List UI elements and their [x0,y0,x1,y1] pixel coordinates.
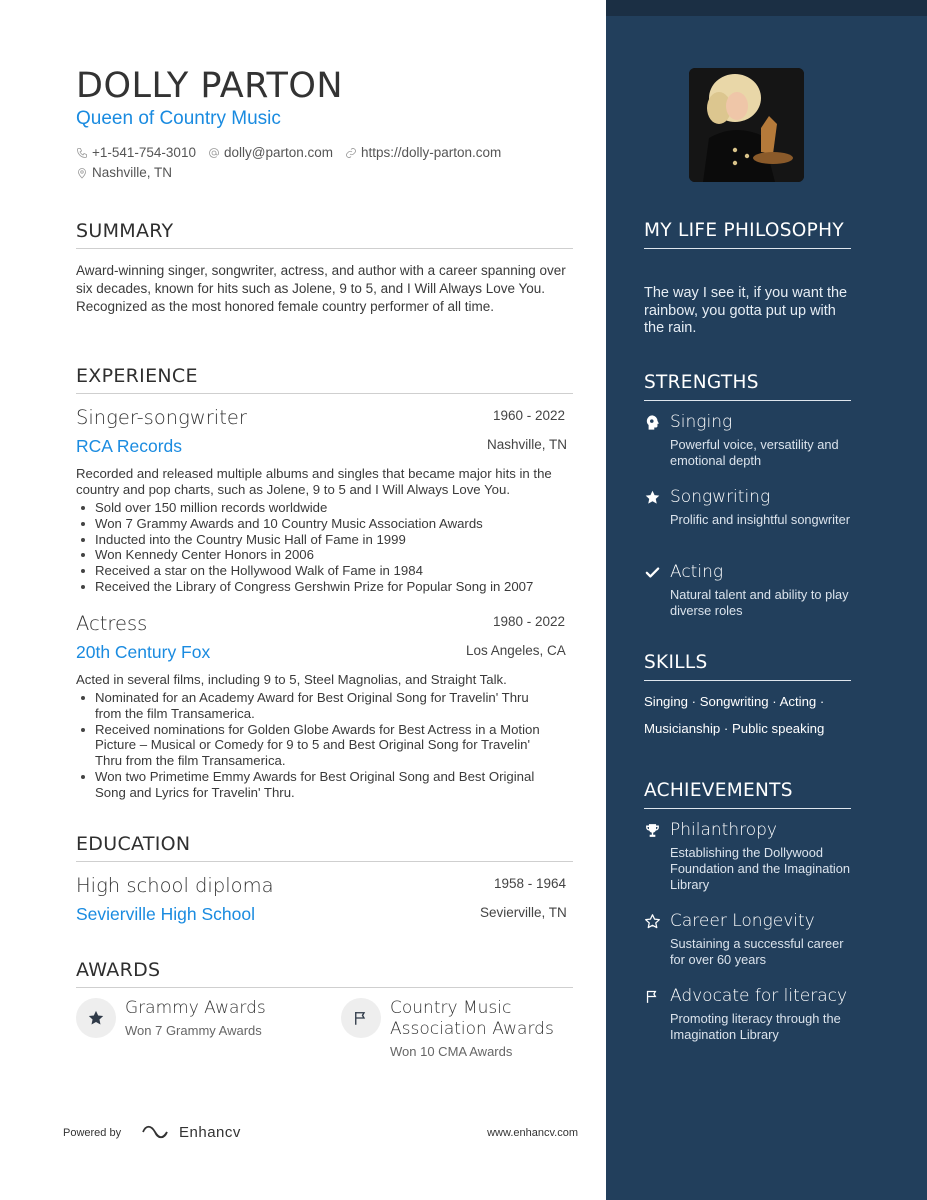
location-text: Nashville, TN [92,165,173,180]
achievement-desc: Establishing the Dollywood Foundation and the Imagination Library [670,845,851,892]
list-item: Received the Library of Congress Gershwin Prize for Popular Song in 2007 [76,579,573,595]
strength-desc: Prolific and insightful songwriter [670,512,850,527]
brand-name: Enhancv [179,1123,241,1141]
job-description: Recorded and released multiple albums and singles that became major hits in the country and pop charts, such as Jolene, 9 to 5 and I Will Always Love You. [76,466,552,497]
education-school: Sevierville High School [76,904,255,924]
award-desc: Won 10 CMA Awards [390,1044,513,1059]
achievement-item [644,911,859,968]
phone-icon [76,147,88,159]
trophy-icon [644,822,661,839]
job-location: Nashville, TN [487,437,568,452]
at-icon [208,147,220,159]
list-item: Won Kennedy Center Honors in 2006 [76,547,573,563]
list-item: Won 7 Grammy Awards and 10 Country Music Association Awards [76,516,573,532]
enhancv-logo-icon [141,1122,173,1142]
achievement-name: Philanthropy [670,820,777,840]
awards-heading: AWARDS [76,959,573,988]
strength-desc: Powerful voice, versatility and emotional depth [670,437,839,468]
award-title: Country Music Association Awards [390,998,554,1039]
list-item: Won two Primetime Emmy Awards for Best Original Song and Best Original Song and Lyrics for Travelin' Thru. [76,769,556,801]
strength-item [644,487,859,528]
star-icon [87,1009,105,1027]
check-icon [644,564,661,581]
footer [63,1122,578,1144]
strength-name: Songwriting [670,487,771,507]
enhancv-logo[interactable] [141,1122,241,1142]
profile-photo-image [689,68,804,182]
footer-website[interactable]: www.enhancv.com [487,1127,578,1139]
summary-text: Award-winning singer, songwriter, actress, and author with a career spanning over six decades, known for hits such as Jolene, 9 to 5, and I Will Always Love You. Recognized as the most honored female country performer of all time. [76,263,566,314]
award-desc: Won 7 Grammy Awards [125,1023,262,1038]
sidebar-top-bar [606,0,927,16]
philosophy-heading: MY LIFE PHILOSOPHY [644,219,851,249]
achievement-name: Advocate for literacy [670,986,848,1006]
link-icon [345,147,357,159]
achievement-item [644,986,859,1043]
location-item [76,163,172,183]
philosophy-text: The way I see it, if you want the rainbow, you gotta put up with the rain. [644,285,848,336]
contact-info [76,143,576,183]
summary-heading: SUMMARY [76,220,573,249]
phone-item[interactable] [76,143,196,163]
award-item [341,998,571,1059]
job-dates: 1960 - 2022 [493,408,566,423]
list-item: Nominated for an Academy Award for Best Original Song for Travelin' Thru from the film Transamerica. [76,690,556,722]
strength-item [644,412,859,469]
education-heading: EDUCATION [76,833,573,862]
achievement-desc: Promoting literacy through the Imagination Library [670,1011,841,1042]
list-item: Sold over 150 million records worldwide [76,500,573,516]
job-company: RCA Records [76,436,183,456]
strengths-heading: STRENGTHS [644,371,851,401]
strength-item [644,562,859,619]
list-item: Received a star on the Hollywood Walk of Fame in 1984 [76,563,573,579]
website-item[interactable] [345,143,501,163]
list-item: Inducted into the Country Music Hall of Fame in 1999 [76,532,573,548]
achievements-heading: ACHIEVEMENTS [644,779,851,809]
candidate-name: DOLLY PARTON [76,66,344,106]
skills-heading: SKILLS [644,651,851,681]
job-role: Singer-songwriter [76,406,247,429]
skills-line: Singing · Songwriting · Acting · [644,694,825,709]
award-item [76,998,266,1038]
profile-photo [689,68,804,182]
job-company: 20th Century Fox [76,642,211,662]
head-icon [644,414,661,431]
achievement-item [644,820,859,893]
education-degree: High school diploma [76,874,274,897]
star-outline-icon [644,913,661,930]
education-location: Sevierville, TN [480,905,567,920]
powered-by-text: Powered by [63,1127,122,1139]
email-text: dolly@parton.com [223,145,333,160]
achievement-desc: Sustaining a successful career for over 60 years [670,936,844,967]
star-icon [644,489,661,506]
job-bullets [76,500,573,595]
flag-icon [644,988,661,1005]
candidate-title: Queen of Country Music [76,108,281,129]
education-dates: 1958 - 1964 [494,876,567,891]
flag-icon [352,1009,370,1027]
award-title: Grammy Awards [125,998,266,1018]
email-item[interactable] [208,143,333,163]
strength-name: Singing [670,412,733,432]
strength-name: Acting [670,562,724,582]
job-bullets [76,690,556,801]
job-description: Acted in several films, including 9 to 5, Steel Magnolias, and Straight Talk. [76,672,507,687]
strength-desc: Natural talent and ability to play diverse roles [670,587,849,618]
job-location: Los Angeles, CA [466,643,566,658]
job-dates: 1980 - 2022 [493,614,566,629]
skills-list [644,688,859,742]
website-text: https://dolly-parton.com [360,145,502,160]
job-role: Actress [76,612,148,635]
phone-text: +1-541-754-3010 [92,145,196,160]
sidebar [606,0,927,1200]
list-item: Received nominations for Golden Globe Awards for Best Actress in a Motion Picture – Musical or Comedy for 9 to 5 and Best Original Song for Travelin' Thru from the film Transamerica. [76,722,556,769]
location-pin-icon [76,167,88,179]
skills-line: Musicianship · Public speaking [644,721,825,736]
achievement-name: Career Longevity [670,911,815,931]
experience-heading: EXPERIENCE [76,365,573,394]
